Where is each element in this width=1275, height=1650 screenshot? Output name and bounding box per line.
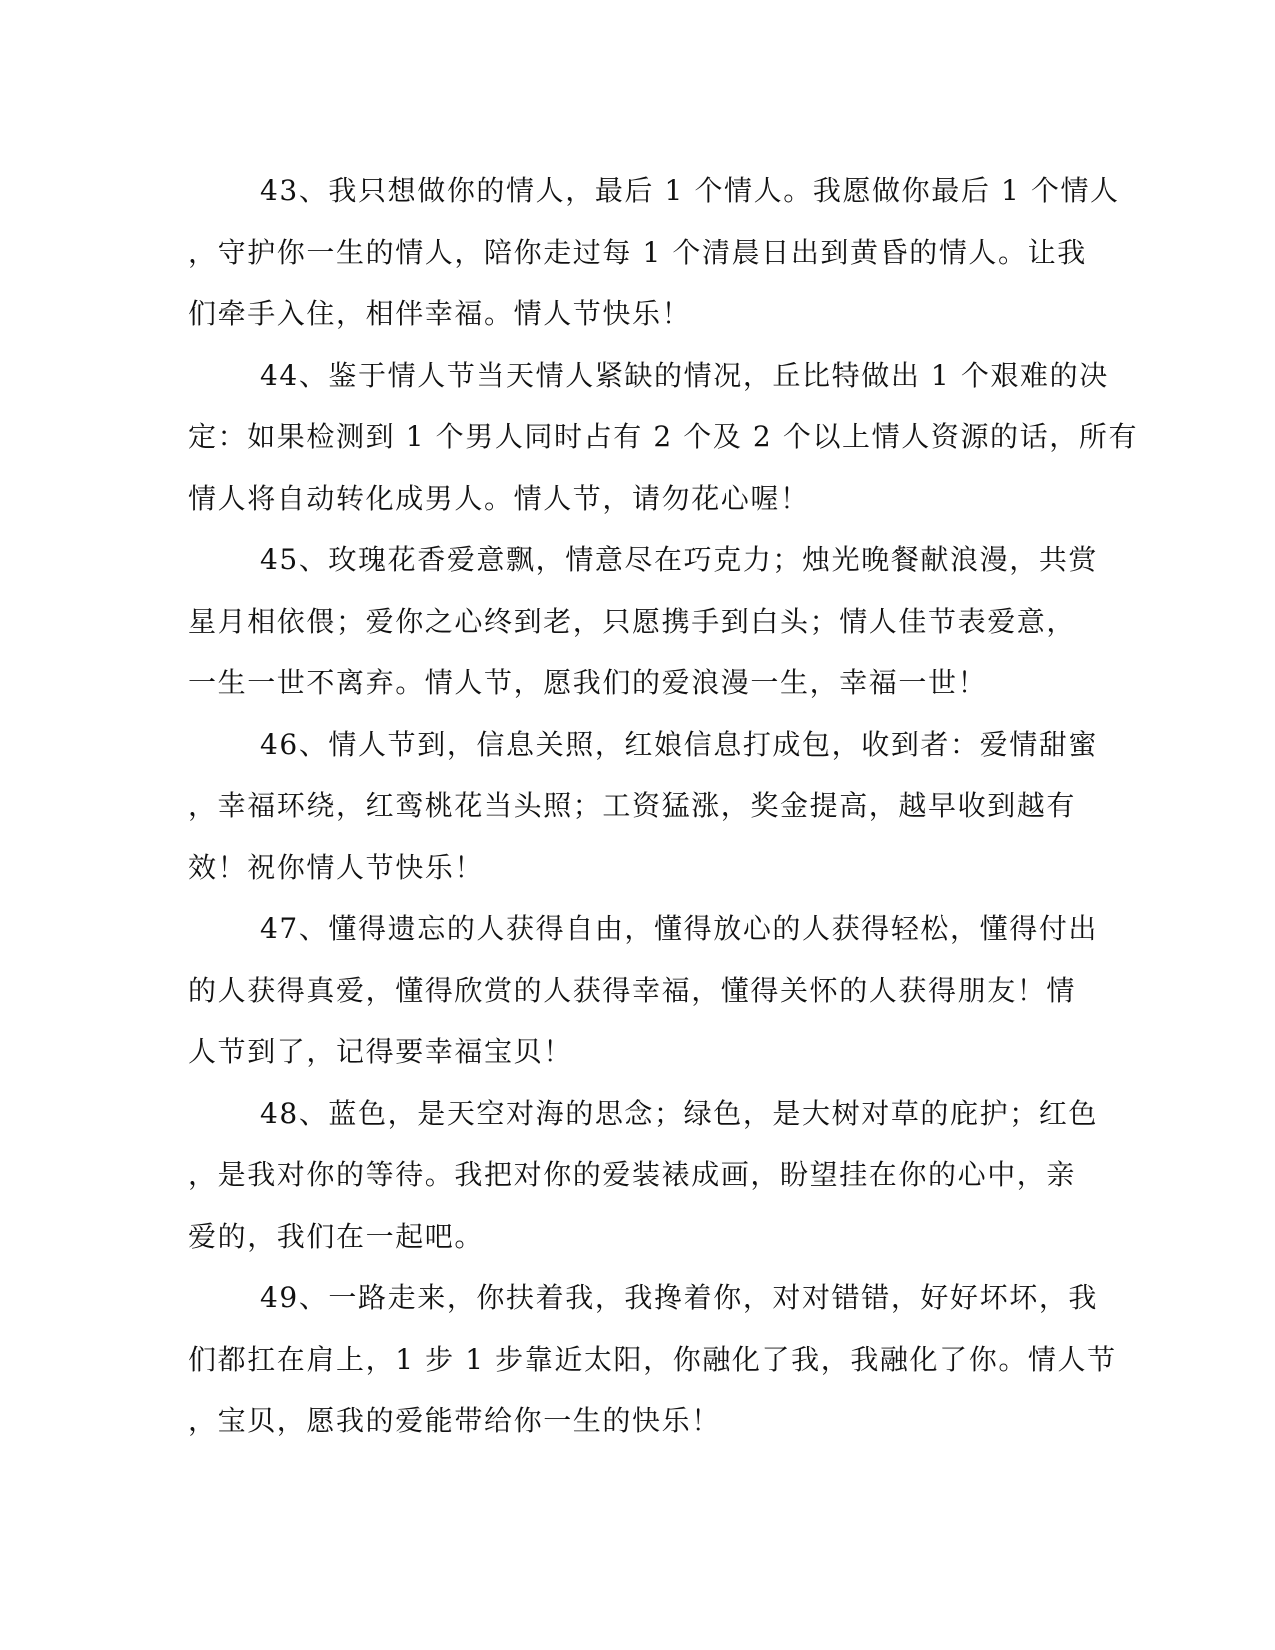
paragraph-48	[188, 1083, 1099, 1268]
paragraph-line: 47、懂得遗忘的人获得自由，懂得放心的人获得轻松，懂得付出	[260, 912, 1099, 945]
paragraph-line: 45、玫瑰花香爱意飘，情意尽在巧克力；烛光晚餐献浪漫，共赏	[260, 543, 1099, 576]
paragraph-line: ，幸福环绕，红鸾桃花当头照；工资猛涨，奖金提高，越早收到越有	[188, 789, 1077, 822]
paragraph-line: 情人将自动转化成男人。情人节，请勿花心喔！	[188, 481, 810, 515]
paragraph-line: 们都扛在肩上，1 步 1 步靠近太阳，你融化了我，我融化了你。情人节	[188, 1342, 1117, 1376]
paragraph-line: 们牵手入住，相伴幸福。情人节快乐！	[188, 297, 692, 330]
paragraph-43	[188, 160, 1120, 345]
paragraph-44	[188, 345, 1139, 530]
paragraph-line: 43、我只想做你的情人，最后 1 个情人。我愿做你最后 1 个情人	[260, 174, 1120, 207]
paragraph-47	[188, 898, 1099, 1083]
paragraph-line: 49、一路走来，你扶着我，我搀着你，对对错错，好好坏坏，我	[260, 1281, 1099, 1314]
paragraph-49	[188, 1267, 1117, 1452]
paragraph-line: 效！祝你情人节快乐！	[188, 850, 485, 884]
paragraph-45	[188, 529, 1099, 714]
paragraph-line: 爱的，我们在一起吧。	[188, 1219, 485, 1253]
document-body	[188, 160, 1139, 1452]
paragraph-line: 人节到了，记得要幸福宝贝！	[188, 1035, 573, 1068]
paragraph-line: 44、鉴于情人节当天情人紧缺的情况，丘比特做出 1 个艰难的决	[260, 358, 1109, 392]
paragraph-line: ，宝贝，愿我的爱能带给你一生的快乐！	[188, 1404, 721, 1437]
paragraph-line: 的人获得真爱，懂得欣赏的人获得幸福，懂得关怀的人获得朋友！情	[188, 973, 1077, 1007]
paragraph-line: 一生一世不离弃。情人节，愿我们的爱浪漫一生，幸福一世！	[188, 666, 988, 699]
paragraph-line: ，是我对你的等待。我把对你的爱装裱成画，盼望挂在你的心中，亲	[188, 1158, 1077, 1191]
paragraph-line: 48、蓝色，是天空对海的思念；绿色，是大树对草的庇护；红色	[260, 1096, 1099, 1130]
paragraph-line: 定：如果检测到 1 个男人同时占有 2 个及 2 个以上情人资源的话，所有	[188, 420, 1139, 453]
paragraph-line: 46、情人节到，信息关照，红娘信息打成包，收到者：爱情甜蜜	[260, 727, 1099, 761]
paragraph-line: ，守护你一生的情人，陪你走过每 1 个清晨日出到黄昏的情人。让我	[188, 235, 1087, 269]
paragraph-46	[188, 714, 1099, 899]
paragraph-line: 星月相依偎；爱你之心终到老，只愿携手到白头；情人佳节表爱意，	[188, 604, 1077, 638]
